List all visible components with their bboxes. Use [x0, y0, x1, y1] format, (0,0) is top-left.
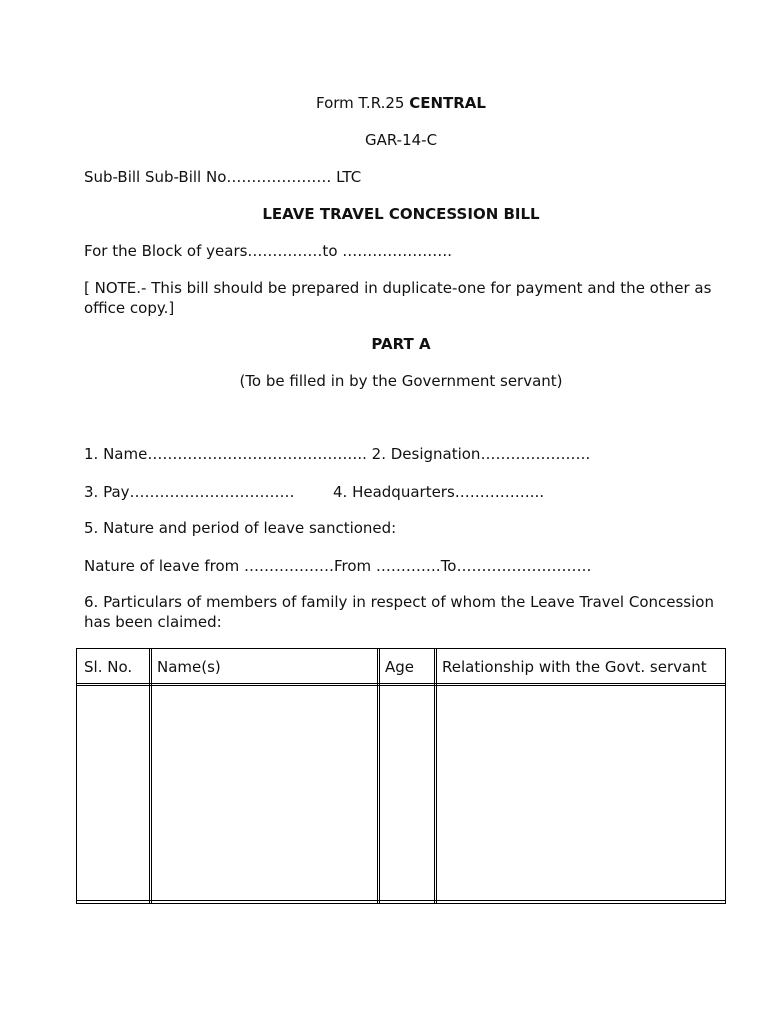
- note-text: [ NOTE.- This bill should be prepared in duplicate-one for payment and the other as office copy.]: [84, 279, 712, 317]
- part-a-heading: PART A: [371, 335, 431, 353]
- column-header-relationship: Relationship with the Govt. servant: [442, 658, 707, 676]
- column-header-sl-no: Sl. No.: [84, 658, 133, 676]
- form-number-prefix: Form T.R.25: [316, 94, 410, 112]
- column-header-names: Name(s): [157, 658, 221, 676]
- family-members-table: [76, 648, 726, 904]
- form-number: [0, 93, 768, 113]
- table-column-divider: [377, 649, 380, 903]
- form-title: LEAVE TRAVEL CONCESSION BILL: [262, 205, 540, 223]
- nature-of-leave-field: Nature of leave from ………………From ………….To………………………: [84, 557, 592, 575]
- name-field-label: 1. Name…………………………………….: [84, 445, 363, 463]
- part-a-instruction: (To be filled in by the Government servant): [239, 372, 563, 390]
- column-header-age: Age: [385, 658, 415, 676]
- block-of-years: For the Block of years……………to ………………….: [84, 242, 453, 260]
- table-column-divider: [434, 649, 437, 903]
- gar-code: GAR-14-C: [364, 131, 438, 149]
- nature-period-field: 5. Nature and period of leave sanctioned:: [84, 519, 397, 537]
- designation-field-label: . 2. Designation………………….: [362, 445, 591, 463]
- table-header-rule: [77, 683, 725, 686]
- form-number-central: CENTRAL: [409, 94, 486, 112]
- name-field: [84, 444, 590, 464]
- family-particulars-label: 6. Particulars of members of family in respect of whom the Leave Travel Concession has been claimed:: [84, 593, 714, 631]
- sub-bill-line: Sub-Bill Sub-Bill No………………… LTC: [84, 168, 362, 186]
- table-column-divider: [149, 649, 152, 903]
- table-bottom-rule: [77, 900, 725, 901]
- pay-field: 3. Pay……………………………: [84, 483, 295, 501]
- headquarters-field: 4. Headquarters……………...: [333, 483, 545, 501]
